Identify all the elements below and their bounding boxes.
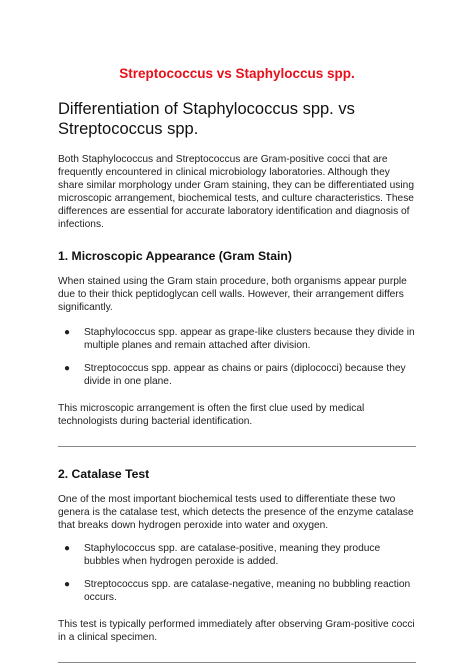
section-heading: 2. Catalase Test	[58, 467, 150, 481]
bullet-list	[58, 326, 416, 388]
bullet-icon: ●	[64, 363, 71, 374]
main-heading: Differentiation of Staphylococcus spp. vs Streptococcus spp.	[58, 100, 355, 138]
bullet-icon: ●	[64, 579, 71, 590]
section-divider	[58, 446, 416, 447]
list-item	[58, 362, 416, 388]
list-item-text: Staphylococcus spp. appear as grape-like clusters because they divide in multiple planes and remain attached after division.	[84, 327, 415, 351]
list-item	[58, 326, 416, 352]
section-catalase-test	[58, 467, 416, 644]
list-item-text: Streptococcus spp. are catalase-negative, meaning no bubbling reaction occurs.	[84, 579, 411, 603]
list-item	[58, 542, 416, 568]
list-item-text: Staphylococcus spp. are catalase-positive, meaning they produce bubbles when hydrogen peroxide is added.	[84, 543, 381, 567]
section-closing-paragraph: This test is typically performed immediately after observing Gram-positive cocci in a clinical specimen.	[58, 619, 415, 643]
bullet-list	[58, 542, 416, 604]
bullet-icon: ●	[64, 327, 71, 338]
section-lead-paragraph: When stained using the Gram stain procedure, both organisms appear purple due to their thick peptidoglycan cell walls. However, their arrangement differs significantly.	[58, 276, 407, 313]
list-item-text: Streptococcus spp. appear as chains or pairs (diplococci) because they divide in one plane.	[84, 363, 406, 387]
document-title: Streptococcus vs Staphyloccus spp.	[119, 66, 355, 81]
bullet-icon: ●	[64, 543, 71, 554]
section-heading: 1. Microscopic Appearance (Gram Stain)	[58, 249, 292, 263]
list-item	[58, 578, 416, 604]
intro-paragraph: Both Staphylococcus and Streptococcus are Gram-positive cocci that are frequently encountered in clinical microbiology laboratories. Although they share similar morphology under Gram staining, they can be differentiated using microscopic arrangement, biochemical tests, and culture characteristics. These differences are essential for accurate laboratory identification and diagnosis of infections.	[58, 154, 415, 230]
section-closing-paragraph: This microscopic arrangement is often the first clue used by medical technologists during bacterial identification.	[58, 403, 365, 427]
section-lead-paragraph: One of the most important biochemical tests used to differentiate these two genera is the catalase test, which detects the presence of the enzyme catalase that breaks down hydrogen peroxide into water and oxygen.	[58, 494, 414, 531]
section-microscopic-appearance	[58, 249, 416, 428]
